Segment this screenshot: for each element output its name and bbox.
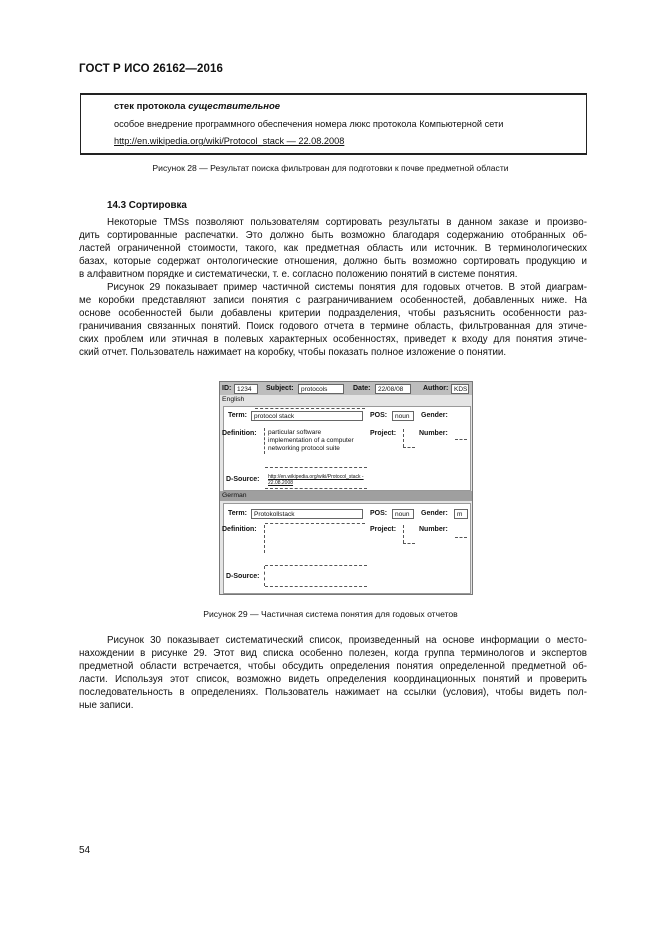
dsource-link-line: 22.08.2008: [268, 480, 294, 486]
paragraph-1: [79, 216, 587, 281]
dotted-line: [403, 543, 415, 544]
figure-28-pos: существительное: [188, 101, 281, 112]
gender-label: Gender:: [421, 412, 448, 419]
paragraph-3: [79, 634, 587, 713]
definition-line: particular software: [268, 429, 322, 436]
figure-29-concept-record: [219, 381, 473, 595]
dotted-line: [255, 408, 365, 409]
page-number: 54: [79, 845, 91, 856]
language-band-german: [220, 491, 472, 501]
paragraph-line: нахождении в рисунке 29. Этот вид списка особенно полезен, когда группа терминологов и экспертов: [79, 648, 587, 660]
language-label-english: English: [222, 396, 245, 403]
paragraph-line: ских проблем или этичная в полевых характерных особенностях, приведет к входу для понятия этиче-: [79, 334, 587, 346]
paragraph-line: граничивания связанных понятий. Поиск годового отчета в термине область, фильтрованная для этиче-: [79, 321, 587, 333]
dsource-link-line: http://en.wikipedia.org/wiki/Protocol_stack -: [268, 474, 364, 480]
dsource-label: D-Source:: [226, 476, 260, 483]
paragraph-line: ластей ограниченной стоимости, такого, как предметная область или источник. В терминологических: [79, 243, 587, 255]
paragraph-line: базах, которые содержат онтологические отношения, должно быть возможно сортировать продукцию и: [79, 256, 587, 268]
figure-28-box: [80, 93, 587, 155]
paragraph-line: Рисунок 30 показывает систематический список, произведенный на основе информации о место-: [107, 635, 587, 646]
dotted-line: [265, 488, 367, 489]
project-label: Project:: [370, 430, 397, 437]
id-label: ID:: [222, 385, 232, 392]
term-label: Term:: [228, 412, 247, 419]
language-label-german: German: [222, 492, 247, 499]
number-label: Number:: [419, 430, 448, 437]
paragraph-line: основе особенностей были добавлены критерии подразделения, чтобы разъяснить особенности раз-: [79, 308, 587, 320]
document-header: ГОСТ Р ИСО 26162—2016: [79, 63, 224, 75]
term-field-german[interactable]: Protokollstack: [251, 509, 363, 519]
definition-text-english: [268, 429, 354, 453]
subject-field[interactable]: protocols: [298, 384, 344, 394]
subject-label: Subject:: [266, 385, 294, 392]
number-label: Number:: [419, 526, 448, 533]
figure-28-definition: особое внедрение программного обеспечения номера люкс протокола Компьютерной сети: [114, 119, 504, 129]
dotted-line: [264, 525, 265, 553]
author-field[interactable]: KDS: [451, 384, 469, 394]
dotted-line: [265, 586, 367, 587]
paragraph-line: Некоторые TMSs позволяют пользователям сортировать результаты в данном заказе и произво-: [107, 217, 587, 228]
pos-field-german[interactable]: noun: [392, 509, 414, 519]
paragraph-line: последовательность в определениях. Пользователь нажимает на ссылки (условия), чтобы видеть пол-: [79, 687, 587, 699]
figure-29-caption: Рисунок 29 — Частичная система понятия для годовых отчетов: [203, 609, 458, 619]
paragraph-line: ласти. Используя этот список, возможно видеть определения координационных понятий и проверить: [79, 674, 587, 686]
pos-field-english[interactable]: noun: [392, 411, 414, 421]
figure-28-source-link[interactable]: http://en.wikipedia.org/wiki/Protocol_stack — 22.08.2008: [114, 136, 345, 146]
term-field-english[interactable]: protocol stack: [251, 411, 363, 421]
id-field[interactable]: 1234: [234, 384, 258, 394]
dotted-line: [403, 429, 404, 447]
dotted-line: [403, 525, 404, 543]
dotted-line: [265, 565, 367, 566]
figure-28-term-line: [114, 101, 280, 112]
pos-label: POS:: [370, 510, 388, 517]
gender-field-german[interactable]: m: [454, 509, 468, 519]
paragraph-line: Рисунок 29 показывает пример частичной системы понятия для годовых отчетов. В этой диаграм-: [107, 282, 587, 293]
dsource-label: D-Source:: [226, 573, 260, 580]
dotted-line: [265, 467, 367, 468]
author-label: Author:: [423, 385, 449, 392]
gender-label: Gender:: [421, 510, 448, 517]
pos-label: POS:: [370, 412, 388, 419]
paragraph-2: [79, 281, 587, 360]
date-field[interactable]: 22/08/08: [375, 384, 411, 394]
dotted-line: [455, 439, 467, 440]
dotted-line: [455, 537, 467, 538]
definition-line: networking protocol suite: [268, 445, 340, 452]
paragraph-line: в алфавитном порядке и систематически, т. е. согласно положению понятий в системе понятия.: [79, 269, 518, 281]
project-label: Project:: [370, 526, 397, 533]
dotted-line: [403, 447, 415, 448]
date-label: Date:: [353, 385, 371, 392]
dotted-line: [265, 523, 365, 524]
section-title: 14.3 Сортировка: [107, 200, 187, 211]
figure-28-caption: Рисунок 28 — Результат поиска фильтрован для подготовки к почве предметной области: [152, 163, 509, 173]
paragraph-line: дить сортированные распечатки. Это должно быть возможно благодаря содержанию отобранных об-: [79, 230, 587, 242]
term-label: Term:: [228, 510, 247, 517]
paragraph-line: предметной области встречается, чтобы обсудить определения понятия определенной предметной об-: [79, 661, 587, 673]
definition-line: implementation of a computer: [268, 437, 354, 444]
paragraph-line: ме коробки представляют записи понятия с разграничиванием особенностей, добавленных ниже. На: [79, 295, 587, 307]
paragraph-line: ные записи.: [79, 700, 134, 712]
figure-28-term: стек протокола: [114, 101, 189, 112]
dotted-line: [264, 566, 265, 586]
dotted-line: [264, 428, 265, 454]
definition-label: Definition:: [222, 526, 257, 533]
definition-label: Definition:: [222, 430, 257, 437]
paragraph-line: ский отчет. Пользователь нажимает на коробку, чтобы показать полное изложение о понятии.: [79, 347, 507, 359]
dsource-link-english[interactable]: [268, 474, 364, 486]
